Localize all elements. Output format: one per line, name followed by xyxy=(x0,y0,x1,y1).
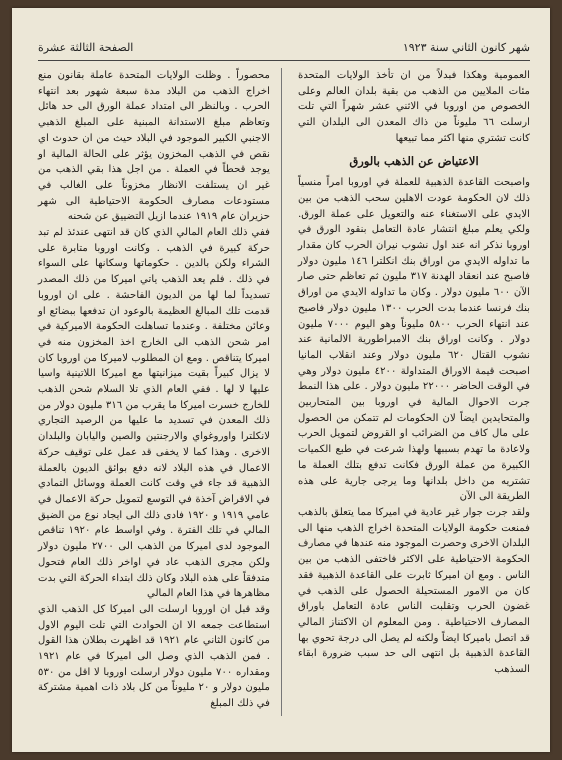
book-page xyxy=(12,8,550,752)
left-column xyxy=(38,68,270,712)
left-paragraph-2: ففي ذلك العام المالي الذي كان قد انتهى عندئذ لم تبد حركة كبيرة في الذهب . وكانت اوروبا متابرة على الشراء ولكن بالدين . حكوماتها وسكانها على السواء في ذلك . فلم يعد الذهب ياتي اميركا من ذلك المصدر تسديداً لما لها من الديون الفاحشة . على ان اوروبا قدمت تلك المبالغ العظيمة بالوعود ان تدفعها ببضائع او وعائن مختلفة . وعندما تساهلت الحكومة الاميركية في امر شحن الذهب الى الخارج اخذ المخزون منه في اميركا يتناقص . ومع ان المطلوب لاميركا من اوروبا كان لا يزال كبيراً بقيت ميزانيتها مع اميركا اللاتينية واسيا عليها لا لها . ففي العام الذي تلا السلام شحن الذهب للخارج خسرت اميركا ما يقرب من ٣١٦ مليون دولار من ذلك المعدن في تسديد ما عليها من الرصيد التجاري لانكلترا واوروغواي والارجنتين والصين واليابان والبلدان الاخرى . وهذا كما لا يخفى قد عمل على توقيف حركة الاعمال في هذه البلاد لانه دفع بوائق الديون بالعملة الذهبية قد جاء في وقت كانت العملة ووسائل التمادي في الاقراض آخذة في التوسع لتمويل حركة الاعمال في عامي ١٩١٩ و ١٩٢٠ فادى ذلك الى ايجاد نوع من الضيق المالي في تلك الفترة . وفي اواسط عام ١٩٢٠ تناقص الموجود لدى اميركا من الذهب الى ٢٧٠٠ مليون دولار ولكن مجرى الذهب عاد في اواخر ذلك العام فتحول متدفقاً على هذه البلاد وكان ذلك ابتداء الحركة التي بدت مظاهرها في هذا العام المالي xyxy=(38,227,271,600)
section-heading: الاعتياض عن الذهب بالورق xyxy=(349,153,479,168)
right-paragraph-1: العمومية وهكذا فبدلاً من ان تأخذ الولايات المتحدة مئات الملايين من الذهب من بقية بلدان العالم وعلى الخصوص من اوروبا في الاثني عشر شهراً التي تلت ارسلت ٦٦ مليوناً من ذاك المعدن الى البلدان التي كانت تشتري منها اكثر مما تبيعها xyxy=(298,70,530,144)
header-page-number: الصفحة الثالثة عشرة xyxy=(38,40,134,54)
header-rule xyxy=(38,60,530,61)
right-column xyxy=(298,68,530,678)
page-header xyxy=(38,38,530,56)
left-paragraph-3: وقد قبل ان اوروبا ارسلت الى اميركا كل الذهب الذي استطاعت جمعه الا ان الحوادث التي تلت اليوم الاول من كانون الثاني عام ١٩٢١ قد اظهرت بطلان هذا القول . فمن الذهب الذي وصل الى اميركا في عام ١٩٢١ ومقداره ٧٠٠ مليون دولار ارسلت اوروبا لا اقل من ٥٣٠ مليون دولار و ٢٠ مليوناً من كل بلاد ذات اهمية مشتركة في ذلك المبلغ xyxy=(38,603,270,710)
header-date: شهر كانون الثاني سنة ١٩٢٣ xyxy=(402,40,530,54)
left-paragraph-1: محصوراً . وظلت الولايات المتحدة عاملة بقانون منع اخراج الذهب من البلاد مدة سبعة شهور بعد انتهاء الحرب . وبالنظر الى امتداد عملة الورق الى حد هائل وتعاظم مبلغ الاستدانة المبنية على المبلغ الذهبي الاجنبي الكبير الموجود في البلاد حيث من ان حدوث اي نقص في الذهب المخزون يؤثر على الحالة المالية او يوجد قحطاً في العملة . من اجل هذا بقي الذهب من غير ان يستلفت الانظار مخزوناً على الغالب في مستودعات مصارف الحكومة الاحتياطية الى شهر حزيران عام ١٩١٩ عندما ازيل التضييق عن شحنه xyxy=(38,70,270,223)
right-paragraph-2: واصبحت القاعدة الذهبية للعملة في اوروبا امراً منسياً ذلك لان الحكومة عودت الاهلين سحب الذهب من بين الايدي على الاستغناء عنه والتعويل على عملة الورق. ولكي يعلم مبلغ انتشار عادة التعامل بنقود الورق في اوروبا نذكر انه عند اول نشوب نيران الحرب كان مقدار ما تداوله الايدي من اوراق بنك انكلترا ١٤٦ مليون دولار فاصبح عند انعقاد الهدنة ٣١٧ مليون ثم تعاظم حتى صار الآن ٦٠٠ مليون دولار . وكان ما تداوله الايدي من اوراق بنك فرنسا عندما بدت الحرب ١٣٠٠ مليون دولار فاصبح عند انتهاء الحرب ٥٨٠٠ مليوناً وهو اليوم ٧٠٠٠ مليون دولار . وكانت اوراق بنك الامبراطورية الالمانية عند نشوب القتال ٦٢٠ مليون دولار وعند انقلاب المانيا اصبحت قيمة الاوراق المتداولة ٤٢٠٠ مليون دولار وهي في الوقت الحاضر ٢٢٠٠٠ مليون دولار . على هذا النمط جرت الاحوال المالية في اوروبا بين المتحاربين والمتحايدين ايضاً لان الحكومات لم تتمكن من الحصول على مال كاف من الضرائب او القروض لتمويل الحرب ولاعادة ما تهدم بسببها ولهذا شرعت في طبع الكميات الكبيرة من عملة الورق فكانت تدفع بتلك العملة ما تشتريه من داخل بلدانها وما يرجى جارية على هذه الطريقة الى الآن xyxy=(298,177,531,503)
right-paragraph-3: ولقد جرت جوار غير عادية في اميركا مما يتعلق بالذهب فمنعت حكومة الولايات المتحدة اخراج الذهب منها الى البلدان الاخرى وحصرت الموجود منه عندها في مصارف الحكومة الاحتياطية على الاكثر فاختفى الذهب من بين الناس . ومع ان اميركا ثابرت على القاعدة الذهبية فقد كان من الامور المستحيلة الحصول على الذهب في غضون الحرب وتقلبت الناس عادة التعامل باوراق المصارف الاحتياطية . ومن المعلوم ان الاكتناز المالي قد اتصل باميركا ايضاً ولكنه لم يصل الى درجة تحوي بها القاعدة الذهبية بل انتهى الى حد سبب ضرورة ابقاء السذهب xyxy=(298,506,530,676)
column-divider xyxy=(281,68,282,716)
